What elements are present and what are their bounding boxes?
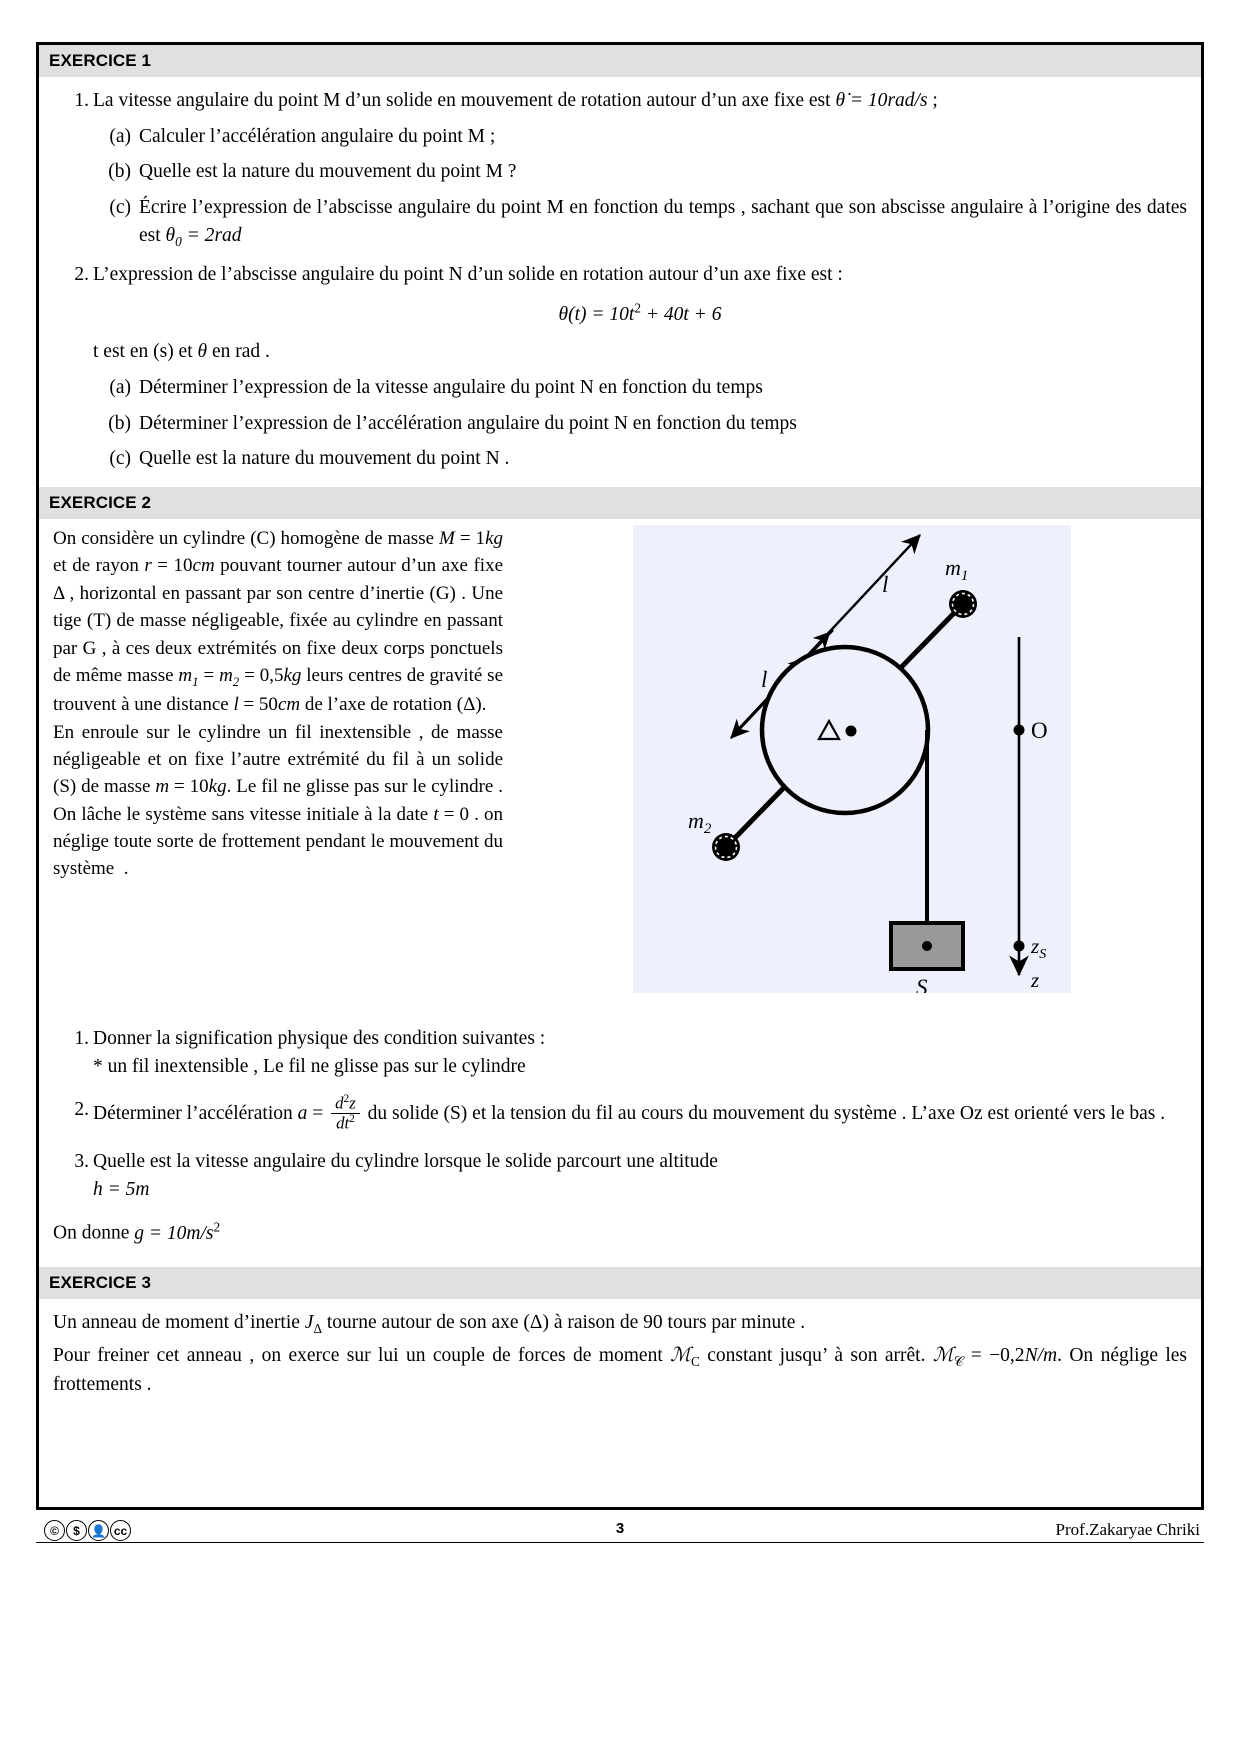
exercise-1-item-1a (93, 123, 1187, 151)
item-text: Déterminer l’expression de la vitesse angulaire du point N en fonction du temps (139, 377, 763, 399)
accel-symbol: a (297, 1103, 308, 1125)
list-marker: (b) (108, 412, 131, 434)
list-marker: 1. (74, 1028, 89, 1050)
exercise-2-figure-wrap (517, 519, 1187, 993)
item-text: La vitesse angulaire du point M d’un solide en mouvement de rotation autour d’un axe fixe est (93, 90, 836, 111)
list-marker: (a) (109, 125, 131, 147)
creative-commons-icon: cc (110, 1520, 131, 1541)
solid-S-center-dot (922, 941, 932, 951)
exercise-1-item-2b (93, 410, 1187, 438)
list-marker: 2. (74, 264, 89, 286)
list-marker: (b) (108, 161, 131, 183)
list-marker: (c) (109, 448, 131, 470)
page-number: 3 (615, 1520, 625, 1537)
fraction-denominator: $dt^2$ (331, 1113, 360, 1132)
list-marker: 3. (74, 1150, 89, 1172)
cylinder-C (762, 647, 928, 813)
page-footer (36, 1520, 1204, 1560)
label-l-top: l (882, 572, 889, 598)
list-marker: (a) (109, 377, 131, 399)
item-text-after: ; (927, 90, 938, 111)
exercise-1-item-2 (53, 261, 1187, 473)
exercise-1-body (39, 87, 1201, 487)
item-text: Quelle est la nature du mouvement du point M ? (139, 161, 517, 183)
pulley-diagram-svg (633, 525, 1071, 993)
exercise-2-list (53, 1025, 1187, 1203)
item-text: Déterminer l’accélération (93, 1103, 298, 1125)
exercise-2-header: EXERCICE 2 (39, 487, 1201, 519)
list-marker: 1. (74, 90, 89, 111)
pulley-diagram (633, 525, 1071, 993)
zS-point (1014, 941, 1025, 952)
exercise-2-given: On donne $g = 10m/s^2$ (53, 1219, 221, 1244)
exercise-2-item-3 (53, 1148, 1187, 1203)
item-text: Donner la signification physique des condition suivantes : (93, 1028, 546, 1050)
label-O: O (1031, 718, 1048, 744)
author-credit: Prof.Zakaryae Chriki (1055, 1520, 1200, 1539)
altitude-formula: h = 5m (93, 1178, 150, 1200)
exercise-1-list (53, 87, 1187, 473)
item-text-after: du solide (S) et la tension du fil au cours du mouvement du système . L’axe Oz est orienté vers le bas . (362, 1103, 1166, 1125)
item-text: Quelle est la nature du mouvement du point N . (139, 448, 510, 470)
exercise-1-sublist-1 (93, 123, 1187, 252)
exercise-2-item-2: 2. Déterminer l’accélération a = $\frac{d^2z}{dt^2}$ du solide (S) et la tension du fil au cours du mouvement du système . L’axe Oz est orienté vers le bas . (53, 1096, 1187, 1133)
label-l-bottom: l (761, 667, 768, 693)
fraction-numerator: $d^2z$ (335, 1093, 356, 1114)
exercise-2-paragraph: On considère un cylindre (C) homogène de masse M = 1kg et de rayon r = 10cm pouvant tourner autour d’un axe fixe Δ , horizontal en passant par son centre d’inertie (G) . Une tige (T) de masse négligeable, fixée au cylindre en passant par G , à ces deux extrémités on fixe deux corps ponctuels de même masse $m_1 = m_2 = 0,5kg$ leurs centres de gravité se trouvent à une distance l = 50cm de l’axe de rotation (Δ). En enroule sur le cylindre un fil inextensible , de masse négligeable et on fixe l’autre extrémité du fil à un solide (S) de masse m = 10kg. Le fil ne glisse pas sur le cylindre . On lâche le système sans vitesse initiale à la date t = 0 . on néglige toute sorte de frottement pendant le mouvement du système . (53, 528, 504, 880)
exercise-1-item-1c (93, 194, 1187, 251)
item-text: Quelle est la vitesse angulaire du cylindre lorsque le solide parcourt une altitude (93, 1150, 718, 1172)
label-z: z (1031, 968, 1040, 993)
footer-divider (36, 1542, 1204, 1543)
exercise-1-header: EXERCICE 1 (39, 45, 1201, 77)
exercise-2-columns (53, 519, 1187, 993)
attribution-icon: 👤 (88, 1520, 109, 1541)
item-formula: $\theta_0 = 2rad$ (165, 224, 242, 249)
exercise-3-line-1: Un anneau de moment d’inertie $J_\Delta$ tourne autour de son axe (Δ) à raison de 90 tours par minute . (53, 1311, 806, 1336)
item-subtext: * un fil inextensible , Le fil ne glisse pas sur le cylindre (93, 1055, 526, 1077)
content-frame (36, 42, 1204, 1510)
noncommercial-icon: $ (66, 1520, 87, 1541)
exercise-3-header: EXERCICE 3 (39, 1267, 1201, 1299)
exercise-3-body (39, 1309, 1201, 1400)
exercise-2-body (39, 519, 1201, 1267)
exercise-1-sublist-2 (93, 374, 1187, 473)
center-of-inertia-G (846, 726, 857, 737)
exercise-3-line-2: Pour freiner cet anneau , on exerce sur lui un couple de forces de moment ℳ$_C$ constant jusqu’ à son arrêt. ℳ$_𝒞$ = −0,2N/m. On néglige les frottements . (53, 1344, 1188, 1395)
list-marker: (c) (109, 197, 131, 219)
item-text: Écrire l’expression de l’abscisse angulaire du point M en fonction du temps , sachant que son abscisse angulaire à l’origine des dates est (139, 197, 1187, 246)
exercise-1-equation: $\theta(t) = 10t^2 + 40t + 6$ (558, 300, 722, 325)
item-text: Déterminer l’expression de l’accélération angulaire du point N en fonction du temps (139, 412, 797, 434)
exercise-1-item-2c (93, 445, 1187, 473)
origin-O-point (1014, 725, 1025, 736)
second-derivative-fraction (331, 1094, 360, 1131)
item-text: Calculer l’accélération angulaire du point M ; (139, 125, 496, 147)
cc-icon: © (44, 1520, 65, 1541)
exercise-2-item-1 (53, 1025, 1187, 1080)
label-m1: $m_1$ (945, 555, 969, 585)
exercise-1-item-1 (53, 87, 1187, 251)
label-S: S (916, 975, 928, 994)
item-text: L’expression de l’abscisse angulaire du point N d’un solide en rotation autour d’un axe fixe est : (93, 264, 843, 286)
label-zS: $z_S$ (1031, 934, 1047, 963)
list-marker: 2. (74, 1099, 89, 1121)
exercise-1-note: t est en (s) et θ en rad . (93, 341, 270, 363)
exercise-1-item-1b (93, 158, 1187, 186)
exercise-1-item-2a (93, 374, 1187, 402)
item-formula: θ̇ = 10rad/s (835, 90, 928, 111)
label-m2: $m_2$ (688, 808, 712, 838)
